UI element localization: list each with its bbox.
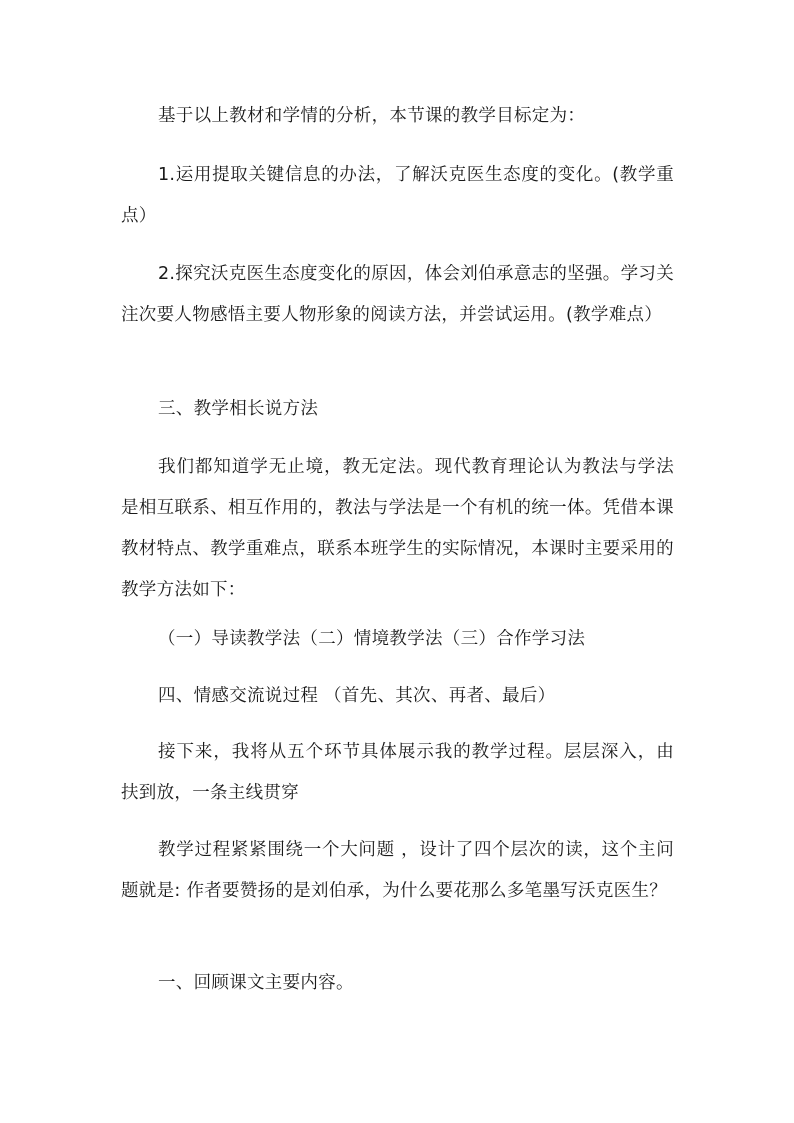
paragraph-methods-list: （一）导读教学法（二）情境教学法（三）合作学习法 <box>158 629 586 649</box>
paragraph-objective-2: 2.探究沃克医生态度变化的原因，体会刘伯承意志的坚强。学习关注次要人物感悟主要人物形象的阅读方法，并尝试运用。(教学难点） <box>121 264 674 325</box>
paragraph-methods-intro: 我们都知道学无止境，教无定法。现代教育理论认为教法与学法是相互联系、相互作用的，教法与学法是一个有机的统一体。凭借本课教材特点、教学重难点，联系本班学生的实际情况，本课时主要采用的教学方法如下： <box>121 457 674 600</box>
paragraph-main-question: 教学过程紧紧围绕一个大问题 ，设计了四个层次的读，这个主问题就是: 作者要赞扬的是刘伯承，为什么要花那么多笔墨写沃克医生？ <box>121 840 674 901</box>
section-heading-methods: 三、教学相长说方法 <box>158 399 319 419</box>
paragraph-objectives-intro: 基于以上教材和学情的分析，本节课的教学目标定为： <box>158 106 586 126</box>
paragraph-process-intro: 接下来，我将从五个环节具体展示我的教学过程。层层深入，由扶到放，一条主线贯穿 <box>121 742 674 803</box>
paragraph-objective-1: 1.运用提取关键信息的办法，了解沃克医生态度的变化。(教学重点） <box>121 165 674 226</box>
section-heading-process: 四、情感交流说过程 （首先、其次、再者、最后） <box>158 686 556 706</box>
section-heading-review: 一、回顾课文主要内容。 <box>158 973 354 993</box>
